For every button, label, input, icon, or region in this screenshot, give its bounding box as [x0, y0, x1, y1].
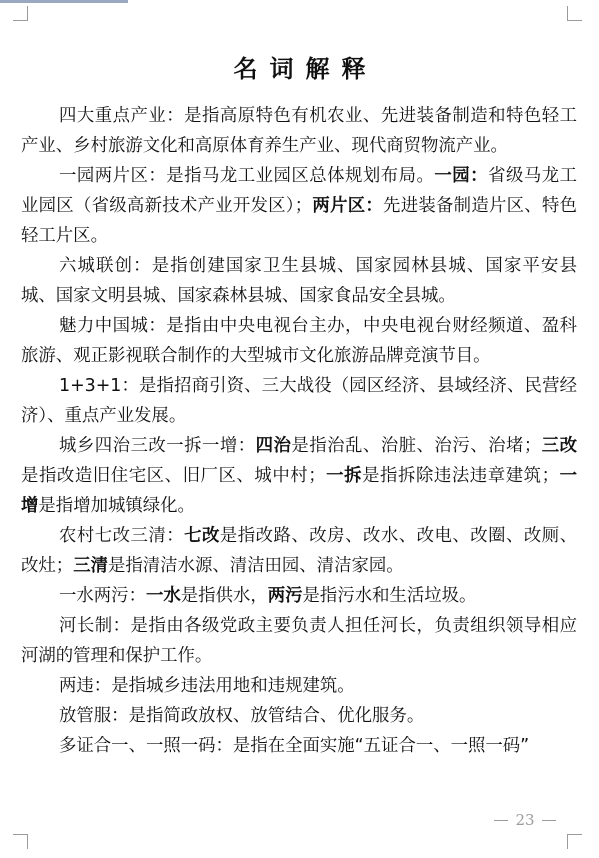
glossary-definition: 是指治乱、治脏、治污、治堵；	[291, 436, 542, 456]
glossary-definition: 是指简政放权、放管结合、优化服务。	[128, 706, 425, 726]
glossary-entry	[21, 431, 577, 521]
glossary-definition: 是指城乡违法用地和违规建筑。	[111, 676, 355, 696]
page-footer	[477, 810, 573, 830]
glossary-definition: 是指创建国家卫生县城、国家园林县城、国家平安县城、国家文明县城、国家森林县城、国家食品安全县城。	[21, 256, 577, 306]
glossary-term: 一水两污：	[59, 586, 146, 606]
crop-mark-top-left	[13, 6, 28, 21]
crop-mark-top-right	[567, 6, 582, 21]
glossary-entry	[21, 611, 577, 671]
glossary-term: 城乡四治三改一拆一增：	[59, 436, 256, 456]
glossary-term: 六城联创：	[59, 256, 152, 276]
glossary-term: 放管服：	[59, 706, 129, 726]
glossary-entry	[21, 161, 577, 251]
glossary-entry	[21, 581, 577, 611]
glossary-subterm: 一拆	[325, 466, 363, 486]
glossary-definition: 是指由各级党政主要负责人担任河长，负责组织领导相应河湖的管理和保护工作。	[21, 616, 577, 666]
glossary-entry	[21, 701, 577, 731]
top-accent-bar	[0, 0, 128, 3]
glossary-term: 魅力中国城：	[59, 316, 167, 336]
glossary-entry	[21, 521, 577, 581]
page-title: 名词解释	[233, 54, 378, 84]
glossary-subterm: 两片区：	[312, 196, 384, 216]
glossary-definition: 是指在全面实施“五证合一、一照一码”	[232, 736, 530, 756]
glossary-entry	[21, 731, 577, 761]
crop-mark-bottom-right	[567, 834, 582, 849]
glossary-subterm: 七改	[184, 526, 220, 546]
glossary-entry	[21, 671, 577, 701]
glossary-subterm: 四治	[255, 436, 292, 456]
glossary-subterm: 一园：	[434, 166, 489, 186]
glossary-definition: 是指改造旧住宅区、旧厂区、城中村；	[21, 466, 326, 486]
glossary-term: 四大重点产业：	[59, 106, 185, 126]
glossary-term: 两违：	[59, 676, 112, 696]
glossary-definition: 先进装备制造片区、特色轻工片区。	[21, 196, 577, 246]
glossary-subterm: 三改	[541, 436, 577, 456]
glossary-term: 1+3+1：	[59, 376, 139, 396]
glossary-definition: 是指清洁水源、清洁田园、清洁家园。	[107, 556, 404, 576]
glossary-definition: 省级马龙工业园区（省级高新技术产业开发区）；	[21, 166, 577, 216]
glossary-definition: 是指招商引资、三大战役（园区经济、县域经济、民营经济）、重点产业发展。	[21, 376, 577, 426]
glossary-body	[21, 101, 577, 761]
glossary-term: 一园两片区：	[59, 166, 167, 186]
crop-mark-bottom-left	[13, 834, 28, 849]
glossary-definition: 是指供水，	[180, 586, 268, 606]
page-number: 23	[515, 811, 535, 829]
glossary-definition: 是指由中央电视台主办，中央电视台财经频道、盈科旅游、观正影视联合制作的大型城市文化旅游品牌竞演节目。	[21, 316, 577, 366]
glossary-subterm: 一增	[21, 466, 577, 516]
footer-dash-right	[542, 820, 556, 821]
glossary-entry	[21, 311, 577, 371]
glossary-subterm: 两污	[267, 586, 303, 606]
glossary-subterm: 三清	[73, 556, 108, 576]
glossary-subterm: 一水	[145, 586, 181, 606]
glossary-definition: 是指拆除违法违章建筑；	[362, 466, 560, 486]
glossary-term: 多证合一、一照一码：	[59, 736, 233, 756]
glossary-term: 农村七改三清：	[59, 526, 185, 546]
glossary-definition: 是指高原特色有机农业、先进装备制造和特色轻工产业、乡村旅游文化和高原体育养生产业、现代商贸物流产业。	[21, 106, 577, 156]
glossary-entry	[21, 251, 577, 311]
glossary-definition: 是指污水和生活垃圾。	[302, 586, 477, 606]
footer-dash-left	[494, 820, 508, 821]
glossary-definition: 是指改路、改房、改水、改电、改圈、改厕、改灶；	[21, 526, 577, 576]
glossary-term: 河长制：	[59, 616, 131, 636]
glossary-definition: 是指马龙工业园区总体规划布局。	[166, 166, 435, 186]
glossary-entry	[21, 371, 577, 431]
glossary-definition: 是指增加城镇绿化。	[38, 496, 195, 516]
glossary-entry	[21, 101, 577, 161]
